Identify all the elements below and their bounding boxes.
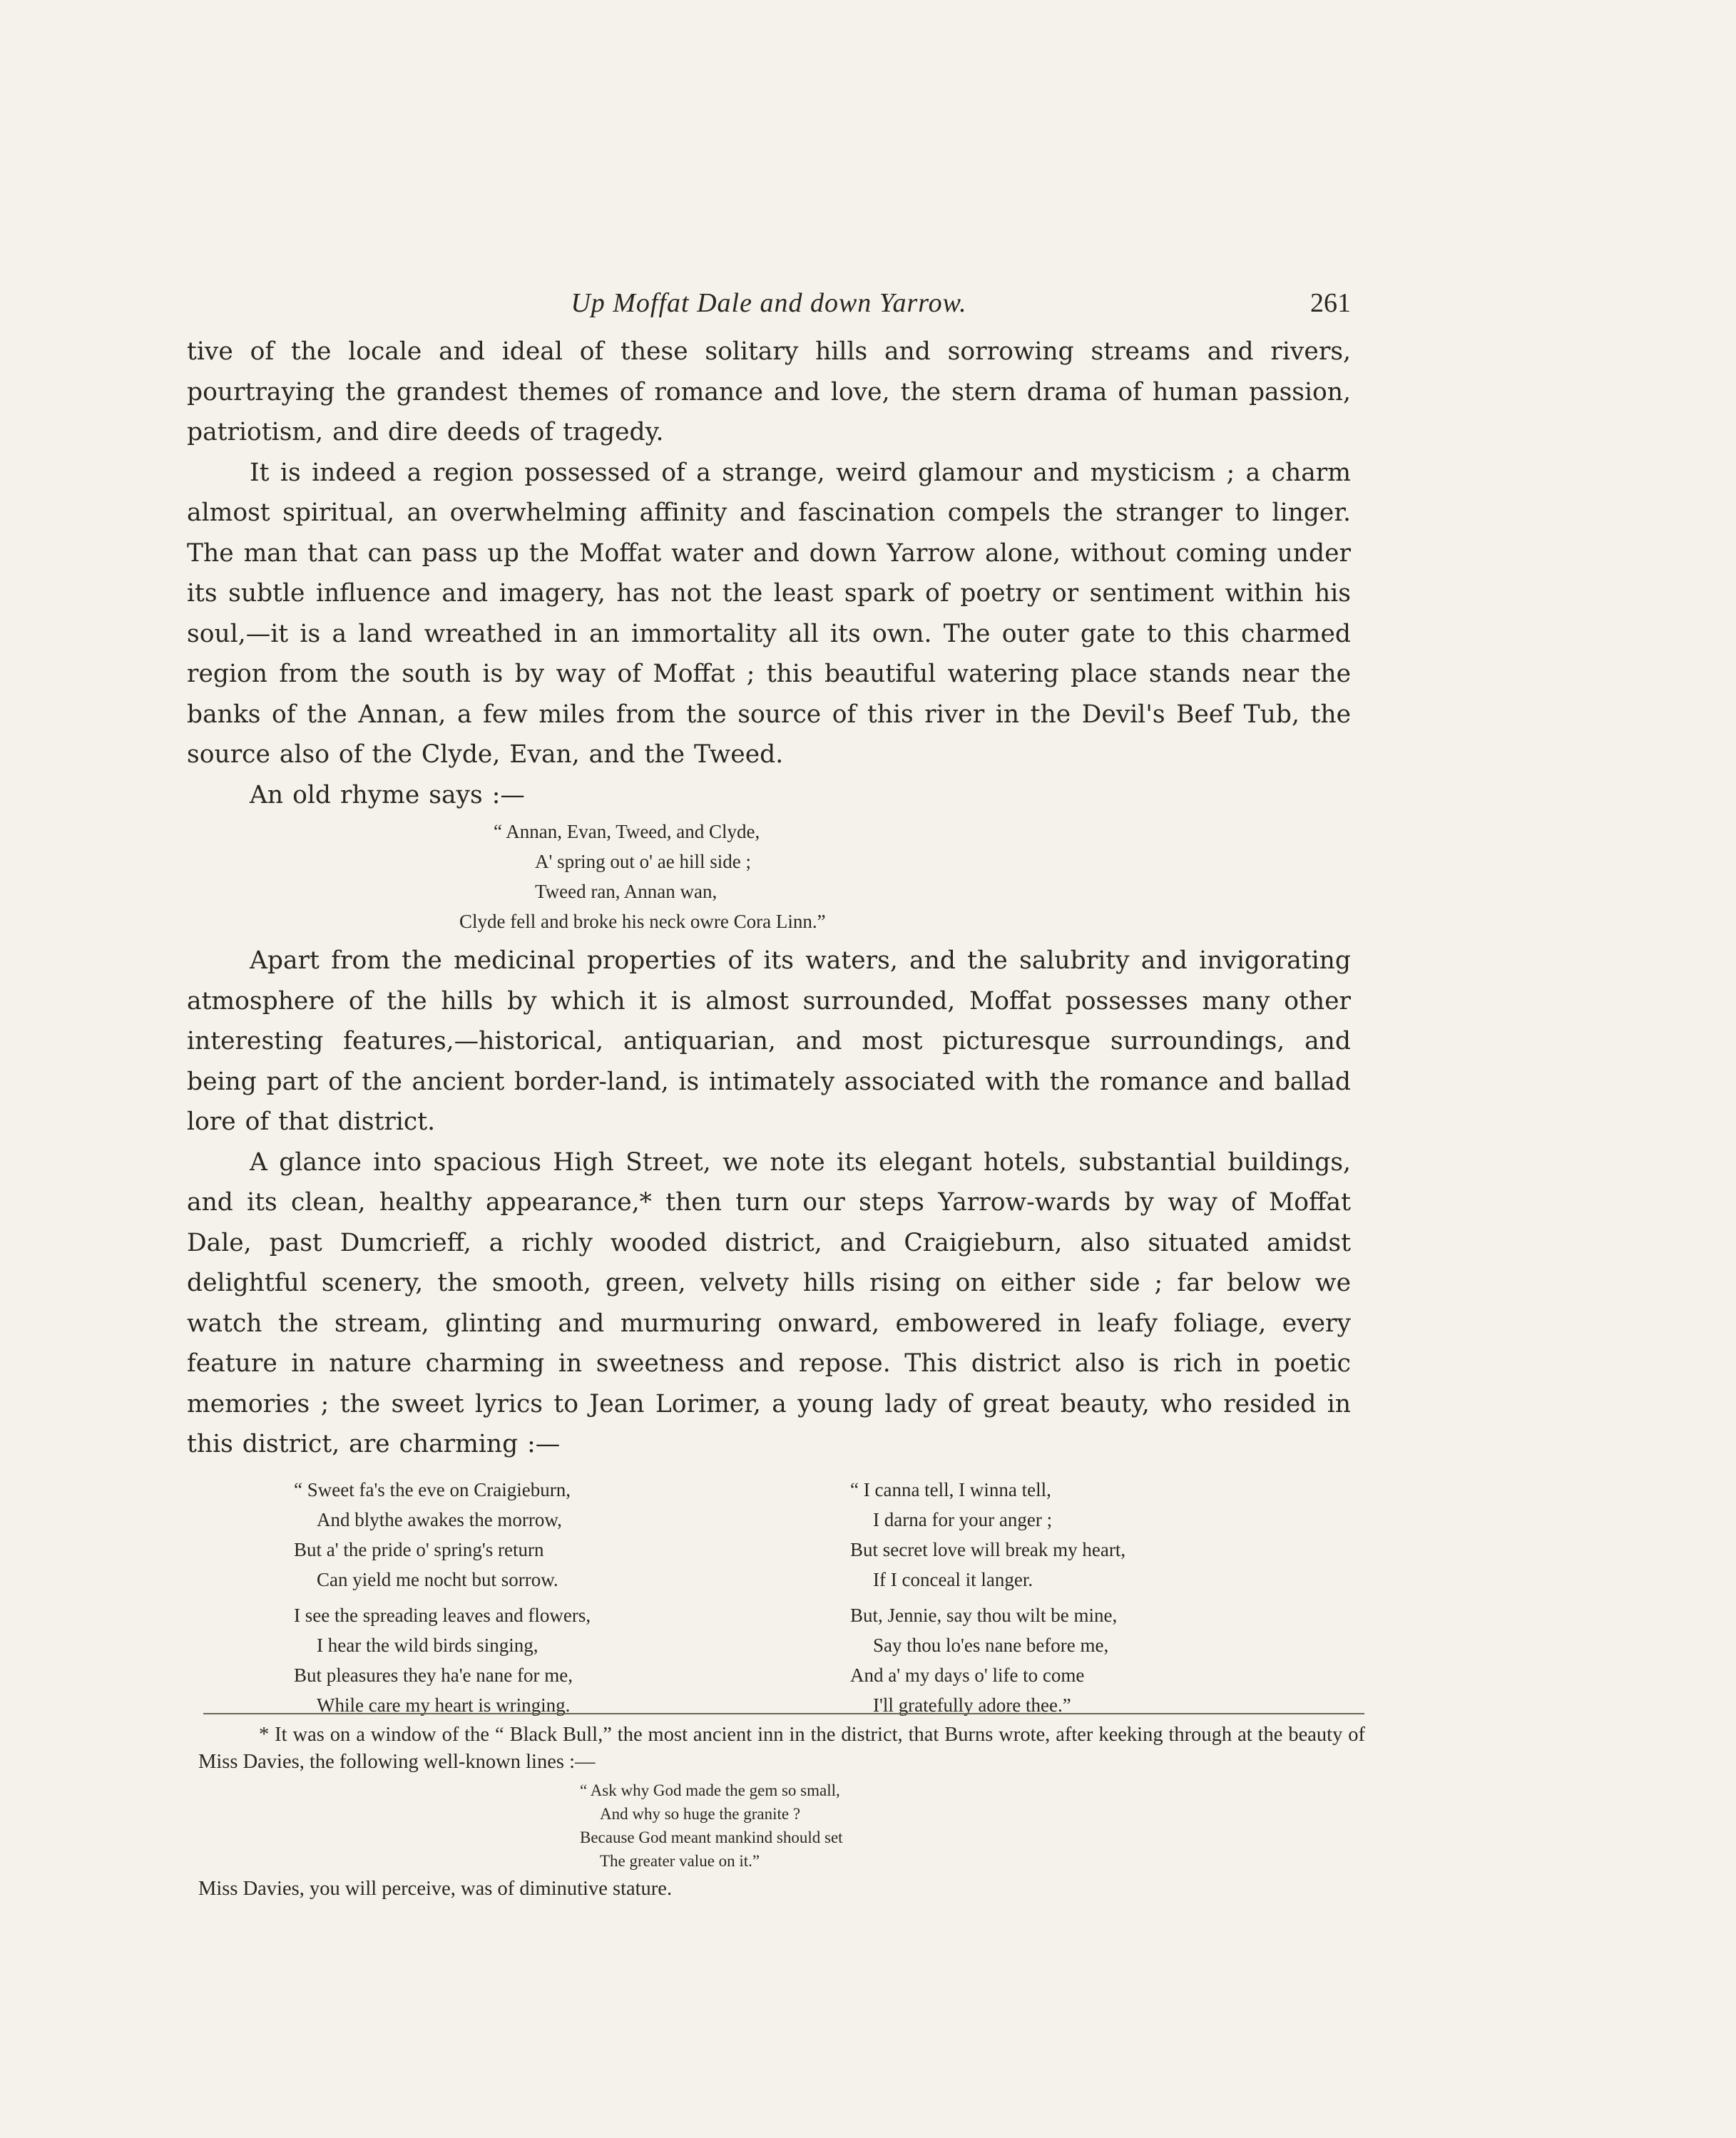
footnote [198, 1722, 1365, 1903]
footnote-closing: Miss Davies, you will perceive, was of diminutive stature. [198, 1878, 673, 1900]
footnote-verse-line: And why so huge the granite ? [600, 1805, 801, 1823]
footnote-verse-line: The greater value on it.” [600, 1852, 760, 1870]
poem-line: While care my heart is wringing. [317, 1694, 571, 1716]
rhyme-line: “ Annan, Evan, Tweed, and Clyde, [494, 821, 760, 842]
page-header [187, 282, 1351, 332]
book-page [187, 282, 1351, 1723]
poem-line: I'll gratefully adore thee.” [873, 1694, 1071, 1716]
poem-line: I hear the wild birds singing, [317, 1634, 538, 1656]
poem-line: Can yield me nocht but sorrow. [317, 1568, 558, 1590]
rhyme-line: Clyde fell and broke his neck owre Cora Linn.” [459, 911, 826, 932]
rhyme-line: A' spring out o' ae hill side ; [535, 851, 751, 872]
poem-line: But a' the pride o' spring's return [294, 1538, 544, 1560]
rhyme-line: Tweed ran, Annan wan, [535, 881, 718, 902]
poem-line: Say thou lo'es nane before me, [873, 1634, 1109, 1656]
poem-line: And blythe awakes the morrow, [317, 1508, 562, 1530]
poem-line: But pleasures they ha'e nane for me, [294, 1664, 573, 1686]
poem-line: I see the spreading leaves and flowers, [294, 1604, 591, 1626]
footnote-rule [203, 1713, 1364, 1714]
poem-column-left [294, 1475, 591, 1726]
old-rhyme [459, 817, 1351, 936]
poem-line: “ Sweet fa's the eve on Craigieburn, [294, 1478, 571, 1500]
page-number: 261 [1310, 288, 1351, 318]
footnote-verse-line: Because God meant mankind should set [580, 1828, 843, 1846]
rhyme-intro: An old rhyme says :— [250, 780, 525, 809]
poem-line: If I conceal it langer. [873, 1568, 1033, 1590]
stanza [850, 1600, 1125, 1720]
poem-line: But, Jennie, say thou wilt be mine, [850, 1604, 1118, 1626]
paragraph-1: tive of the locale and ideal of these solitary hills and sorrowing streams and rivers, pourtraying the grandest themes of romance and love, the stern drama of human passion, patriotism, and dire deeds of tragedy. [187, 337, 1351, 446]
paragraph-4: A glance into spacious High Street, we note its elegant hotels, substantial buildings, and its clean, healthy appearance,* then turn our steps Yarrow-wards by way of Moffat Dale, past Dumcrieff, a richly wooded district, and Craigieburn, also situated amidst delightful scenery, the smooth, green, velvety hills rising on either side ; far below we watch the stream, glinting and murmuring onward, embowered in leafy foliage, every feature in nature charming in sweetness and repose. This district also is rich in poetic memories ; the sweet lyrics to Jean Lorimer, a young lady of great beauty, who resided in this district, are charming :— [187, 1147, 1351, 1458]
poem-line: “ I canna tell, I winna tell, [850, 1478, 1051, 1500]
footnote-verse [580, 1779, 1365, 1873]
stanza [294, 1475, 591, 1595]
stanza [294, 1600, 591, 1720]
poem-line: I darna for your anger ; [873, 1508, 1053, 1530]
paragraph-3: Apart from the medicinal properties of its waters, and the salubrity and invigorating atmosphere of the hills by which it is almost surrounded, Moffat possesses many other interesting features,—historical, antiquarian, and most picturesque surroundings, and being part of the ancient border-land, is intimately associated with the romance and ballad lore of that district. [187, 946, 1351, 1136]
paragraph-2: It is indeed a region possessed of a strange, weird glamour and mysticism ; a charm almost spiritual, an overwhelming affinity and fascination compels the stranger to linger. The man that can pass up the Moffat water and down Yarrow alone, without coming under its subtle influence and imagery, has not the least spark of poetry or sentiment within his soul,—it is a land wreathed in an immortality all its own. The outer gate to this charmed region from the south is by way of Moffat ; this beautiful watering place stands near the banks of the Annan, a few miles from the source of this river in the Devil's Beef Tub, the source also of the Clyde, Evan, and the Tweed. [187, 458, 1351, 769]
poem-column-right [850, 1475, 1125, 1726]
footnote-verse-line: “ Ask why God made the gem so small, [580, 1781, 840, 1799]
poem-line: But secret love will break my heart, [850, 1538, 1126, 1560]
lorimer-poem [187, 1475, 1351, 1723]
stanza [850, 1475, 1125, 1595]
poem-line: And a' my days o' life to come [850, 1664, 1085, 1686]
running-title: Up Moffat Dale and down Yarrow. [571, 288, 967, 318]
footnote-text: * It was on a window of the “ Black Bull,” the most ancient inn in the district, that Burns wrote, after keeking through at the beauty of Miss Davies, the following well-known lines :— [198, 1724, 1365, 1773]
